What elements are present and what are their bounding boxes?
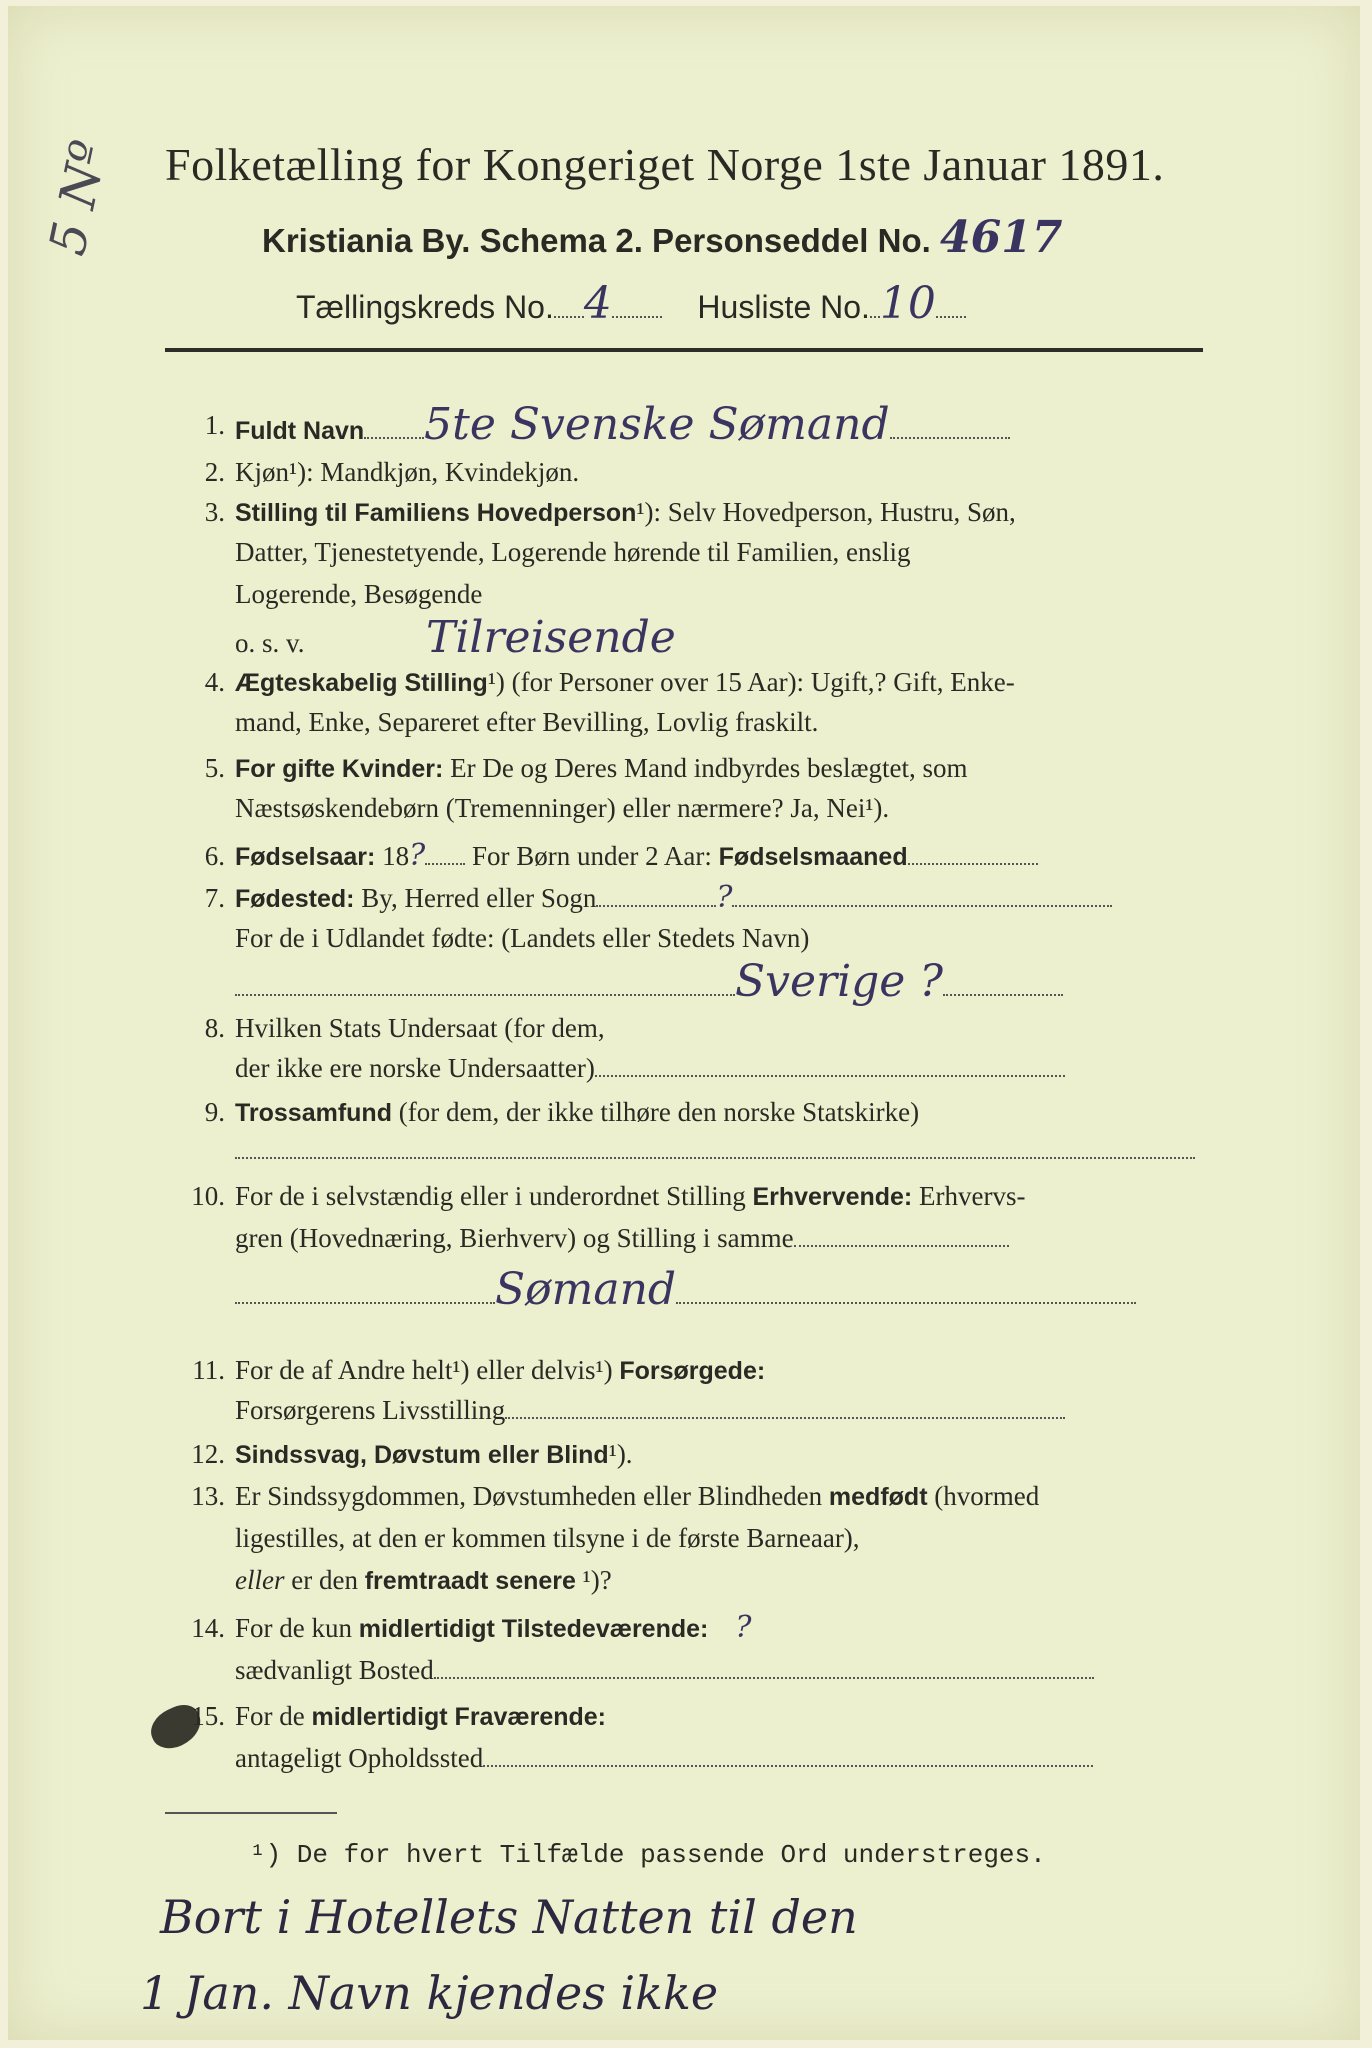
item-number: 6.: [204, 841, 225, 871]
personseddel-number: 4617: [939, 212, 1063, 263]
item-text: For de i Udlandet fødte: (Landets eller Stedets Navn): [235, 923, 810, 953]
dotted-leader: [890, 417, 1010, 439]
item-label: Fødested:: [235, 885, 355, 913]
item-text: er den: [291, 1565, 358, 1595]
dotted-leader: [235, 974, 735, 996]
item-label: midlertidigt Tilstedeværende:: [358, 1615, 709, 1643]
item-number: 12.: [191, 1439, 225, 1469]
husliste-label: Husliste No.: [697, 289, 870, 325]
item-text: 18: [382, 841, 410, 871]
family-position-value: Tilreisende: [426, 612, 676, 663]
item-label: Kjøn¹): Mandkjøn, Kvindekjøn.: [235, 457, 580, 487]
item-text: For de kun: [235, 1613, 352, 1643]
dotted-leader: [434, 1657, 1094, 1679]
dotted-leader: [364, 417, 424, 439]
header-rule: [165, 348, 1203, 352]
item-text: sædvanligt Bosted: [235, 1655, 434, 1685]
item-text: Forsørgerens Livsstilling: [235, 1395, 506, 1425]
item-text: Datter, Tjenestetyende, Logerende hørende til Familien, enslig: [235, 537, 911, 567]
form-subtitle: [262, 212, 1062, 263]
item-label: Forsørgede:: [619, 1357, 766, 1385]
item-label: Hvilken Stats Undersaat: [235, 1013, 498, 1043]
dotted-leader: [794, 1225, 1009, 1247]
item-label: Erhvervende:: [752, 1183, 913, 1211]
item-text: o. s. v.: [235, 628, 305, 658]
item-label: Fuldt Navn: [235, 417, 365, 445]
full-name-value: 5te Svenske Sømand: [424, 399, 890, 450]
district-line: [296, 278, 966, 329]
form-title: Folketælling for Kongeriget Norge 1ste Januar 1891.: [165, 139, 1165, 190]
item-text: For Børn under 2 Aar:: [471, 841, 712, 871]
dotted-leader: [908, 843, 1038, 865]
item-number: 8.: [204, 1013, 225, 1043]
item-text: ¹) (for Personer over 15 Aar): Ugift,? Gift, Enke-: [487, 667, 1015, 697]
handwritten-note-line-2: 1 Jan. Navn kjendes ikke: [140, 1966, 719, 2020]
item-text: Logerende, Besøgende: [235, 579, 483, 609]
item-number: 2.: [204, 457, 225, 487]
taellingskreds-number: 4: [583, 278, 612, 329]
footnote: ¹) De for hvert Tilfælde passende Ord understreges.: [250, 1840, 1046, 1870]
item-text: antageligt Opholdssted: [235, 1743, 484, 1773]
item-number: 7.: [204, 883, 225, 913]
dotted-leader: [676, 1282, 1136, 1304]
birth-year-value: ?: [409, 838, 426, 873]
item-text: ¹): Selv Hovedperson, Hustru, Søn,: [636, 497, 1016, 527]
dotted-leader: [505, 1397, 1065, 1419]
taellingskreds-label: Tællingskreds No.: [296, 289, 554, 325]
item-label: Sindssvag, Døvstum eller Blind: [235, 1441, 609, 1469]
item-text: (for dem, der ikke tilhøre den norske Statskirke): [398, 1097, 920, 1127]
item-number: 10.: [191, 1181, 225, 1211]
foreign-birthplace-value: Sverige ?: [735, 956, 943, 1007]
item-text: Er De og Deres Mand indbyrdes beslægtet, som: [450, 753, 968, 783]
item-text: Erhvervs-: [919, 1181, 1026, 1211]
dotted-leader: [235, 1137, 1195, 1159]
item-text: (hvormed: [934, 1481, 1040, 1511]
item-text: By, Herred eller Sogn: [361, 883, 597, 913]
personseddel-label: Kristiania By. Schema 2. Personseddel No.: [262, 222, 931, 259]
item-text: ligestilles, at den er kommen tilsyne i de første Barneaar),: [235, 1523, 860, 1553]
footnote-rule: [165, 1812, 337, 1814]
item-text: For de af Andre helt¹) eller delvis¹): [235, 1355, 613, 1385]
item-label: Ægteskabelig Stilling: [235, 669, 488, 697]
dotted-leader: [596, 885, 716, 907]
item-text: ¹)?: [582, 1565, 612, 1595]
dotted-leader: [612, 296, 662, 318]
item-label: For gifte Kvinder:: [235, 755, 444, 783]
item-number: 3.: [204, 497, 225, 527]
item-label: Stilling til Familiens Hovedperson: [235, 499, 637, 527]
item-number: 1.: [204, 410, 225, 440]
item-text: For de i selvstændig eller i underordnet Stilling: [235, 1181, 746, 1211]
item-label: Fødselsmaaned: [718, 843, 908, 871]
dotted-leader: [943, 974, 1063, 996]
dotted-leader: [483, 1745, 1093, 1767]
dotted-leader: [235, 1282, 495, 1304]
item-number: 5.: [204, 753, 225, 783]
item-number: 15.: [191, 1701, 225, 1731]
dotted-leader: [870, 296, 880, 318]
item-number: 11.: [192, 1355, 225, 1385]
item-number: 4.: [204, 667, 225, 697]
item-label: Fødselsaar:: [235, 843, 376, 871]
husliste-number: 10: [879, 278, 936, 329]
dotted-leader: [425, 843, 465, 865]
dotted-leader: [732, 885, 1112, 907]
item-text: Er Sindssygdommen, Døvstumheden eller Blindheden: [235, 1481, 823, 1511]
item-label: fremtraadt senere: [364, 1567, 576, 1595]
item-number: 13.: [191, 1481, 225, 1511]
item-label: medfødt: [828, 1483, 928, 1511]
birthplace-value: ?: [716, 880, 733, 915]
item-text: eller: [235, 1565, 285, 1595]
margin-annotation: 5 Nº: [38, 135, 119, 261]
item-label: Trossamfund: [235, 1099, 392, 1127]
temporary-present-value: ?: [735, 1610, 752, 1645]
item-text: ¹).: [608, 1439, 633, 1469]
item-text: mand, Enke, Separeret efter Bevilling, Lovlig fraskilt.: [235, 707, 819, 737]
item-text: Næstsøskendebørn (Tremenninger) eller nærmere? Ja, Nei¹).: [235, 793, 890, 823]
item-label: midlertidigt Fraværende:: [311, 1703, 606, 1731]
handwritten-note-line-1: Bort i Hotellets Natten til den: [160, 1890, 858, 1944]
item-text: gren (Hovednæring, Bierhverv) og Stilling i samme: [235, 1223, 794, 1253]
occupation-value: Sømand: [495, 1264, 677, 1315]
dotted-leader: [595, 1055, 1065, 1077]
item-number: 9.: [204, 1097, 225, 1127]
dotted-leader: [936, 296, 966, 318]
item-number: 14.: [191, 1613, 225, 1643]
dotted-leader: [554, 296, 584, 318]
item-text: For de: [235, 1701, 305, 1731]
item-text: der ikke ere norske Undersaatter): [235, 1053, 595, 1083]
item-text: (for dem,: [504, 1013, 605, 1043]
